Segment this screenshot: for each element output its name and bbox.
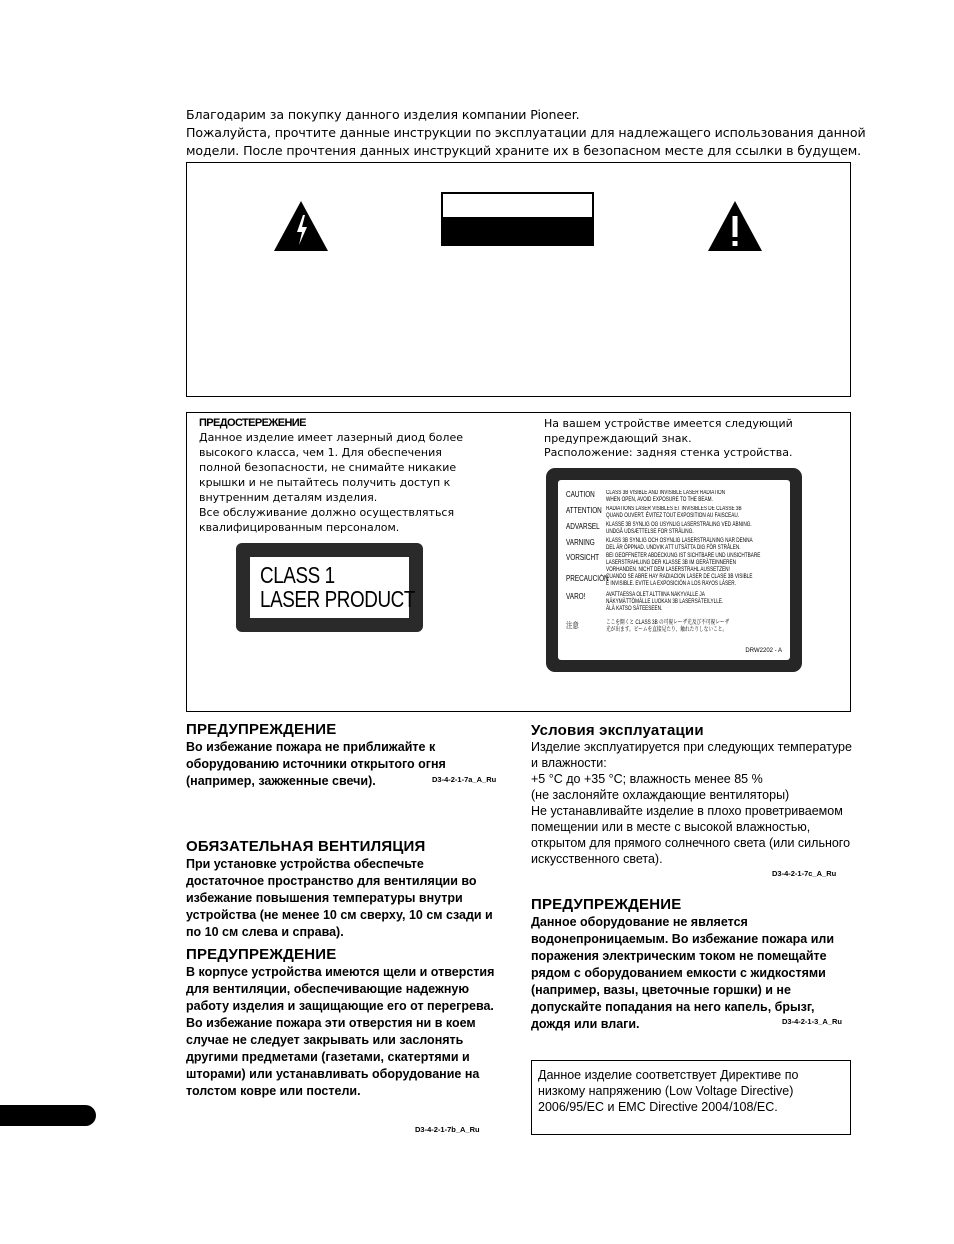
operating-fans: (не заслоняйте охлаждающие вентиляторы) (531, 788, 790, 802)
label-code: DRW2202 - A (745, 648, 782, 654)
ventilation-title: ОБЯЗАТЕЛЬНАЯ ВЕНТИЛЯЦИЯ (186, 838, 426, 855)
laser-warning-title: ПРЕДОСТЕРЕЖЕНИЕ (199, 417, 306, 429)
label-row-value: CUANDO SE ABRE HAY RADIACIÓN LÁSER DE CLASE 3B VISIBLE E INVISIBLE. EVITE LA EXPOSICIÓN A LOS RAYOS LÁSER. (606, 574, 753, 587)
openings-warning-code: D3-4-2-1-7b_A_Ru (415, 1125, 480, 1134)
caution-sign (441, 192, 594, 246)
label-row-key: ATTENTION (566, 506, 602, 515)
intro-line-2: Пожалуйста, прочтите данные инструкции по эксплуатации для надлежащего использования данной модели. После прочтения данных инструкций храните их в безопасном месте для ссылки в будущем. (186, 125, 866, 158)
operating-conditions-code: D3-4-2-1-7c_A_Ru (772, 869, 837, 878)
openings-warning-title: ПРЕДУПРЕЖДЕНИЕ (186, 946, 337, 963)
water-warning-title: ПРЕДУПРЕЖДЕНИЕ (531, 896, 682, 913)
laser-warning-paragraph-2: Все обслуживание должно осуществляться квалифицированным персоналом. (199, 506, 455, 534)
openings-warning-text: В корпусе устройства имеются щели и отверстия для вентиляции, обеспечивающие надежную работу изделия и защищающие его от перегрева. Во избежание пожара эти отверстия ни в коем случае не следует закрывать или заслонять другими предметами (газетами, скатертями и шторами) или устанавливать оборудование на толстом ковре или постели. (186, 965, 495, 1098)
lvd-compliance-box (531, 1060, 851, 1135)
label-row-value: KLASS 3B SYNLIG OCH OSYNLIG LASERSTRÅLNING NÄR DENNA DEL ÄR ÖPPNAD. UNDVIK ATT UTSÄTTA DIG FÖR STRÅLEN. (606, 538, 753, 551)
fire-warning-code: D3-4-2-1-7a_A_Ru (432, 775, 497, 784)
label-info-text (544, 417, 834, 461)
label-row-value: RADIATIONS LASER VISIBLES ET INVISIBLES DE CLASSE 3B QUAND OUVERT. ÉVITEZ TOUT EXPOSITION AU FAISCEAU. (606, 506, 742, 519)
intro-text (186, 106, 866, 160)
label-row-key: VARO! (566, 592, 586, 601)
class1-laser-label (236, 543, 423, 632)
label-row-value: BEI GEÖFFNETER ABDECKUNG IST SICHTBARE UND UNSICHTBARE LASERSTRAHLUNG DER KLASSE 3B IM GERÄTEINNEREN VORHANDEN. NICHT DEM LASERSTRAHL AUSSETZEN! (606, 553, 761, 573)
label-row-value: ここを開くと CLASS 3B の可視レーザ光及び不可視レーザ 光が出ます。ビームを直接見たり、触れたりしないこと。 (606, 620, 730, 633)
label-row-key: CAUTION (566, 490, 595, 499)
operating-conditions-title: Условия эксплуатации (531, 722, 704, 739)
class-label-line-1: CLASS 1 (260, 562, 335, 588)
operating-conditions-text: Изделие эксплуатируется при следующих температуре и влажности: (531, 740, 852, 770)
fire-warning-text: Во избежание пожара не приближайте к оборудованию источники открытого огня (например, зажженные свечи). (186, 740, 446, 788)
operating-temp: +5 °C до +35 °C; влажность менее 85 % (531, 772, 763, 786)
fire-warning-title: ПРЕДУПРЕЖДЕНИЕ (186, 721, 337, 738)
water-warning-text: Данное оборудование не является водонепроницаемым. Во избежание пожара или поражения электрическим током не помещайте рядом с оборудованием емкости с жидкостями (например, вазы, цветочные горшки) и не допускайте попадания на него капель, брызг, дождя или влаги. (531, 915, 835, 1031)
laser-warning-text (199, 430, 469, 535)
operating-conditions-text-2: Не устанавливайте изделие в плохо проветриваемом помещении или в месте с высокой влажностью, открытом для прямого солнечного света (или сильного искусственного света). (531, 804, 851, 866)
intro-line-1: Благодарим за покупку данного изделия компании Pioneer. (186, 107, 580, 122)
label-row-value: CLASS 3B VISIBLE AND INVISIBLE LASER RADIATION WHEN OPEN, AVOID EXPOSURE TO THE BEAM. (606, 490, 726, 503)
label-row-key: ADVARSEL (566, 522, 600, 531)
laser-radiation-label (546, 468, 802, 672)
laser-warning-paragraph-1: Данное изделие имеет лазерный диод более высокого класса, чем 1. Для обеспечения полной безопасности, не снимайте никакие крышки и не пытайтесь получить доступ к внутренним деталям изделия. (199, 431, 463, 504)
label-location: Расположение: задняя стенка устройства. (544, 446, 793, 459)
water-warning-code: D3-4-2-1-3_A_Ru (782, 1017, 843, 1026)
ventilation-text: При установке устройства обеспечьте достаточное пространство для вентиляции во избежание повышения температуры внутри устройства (не менее 10 см сверху, 10 см сзади и по 10 см слева и справа). (186, 857, 493, 939)
label-row-key: PRECAUCIÓN (566, 574, 609, 583)
lvd-compliance-text: Данное изделие соответствует Директиве по низкому напряжению (Low Voltage Directive) 2006/95/EC и EMC Directive 2004/108/EC. (538, 1068, 799, 1114)
water-warning-section (531, 896, 853, 1033)
lightning-triangle-icon (272, 199, 330, 253)
openings-warning-section (186, 946, 506, 1100)
label-row-value: KLASSE 3B SYNLIG OG USYNLIG LASERSTRÅLING VED ÅBNING. UNDGÅ UDSÆTTELSE FOR STRÅLING. (606, 522, 752, 535)
label-info-paragraph: На вашем устройстве имеется следующий предупреждающий знак. (544, 417, 793, 445)
label-row-value: AVATTAESSA OLET ALTTIINA NÄKYVÄLLE JA NÄKYMÄTTÖMÄLLE LUOKAN 3B LASERSÄTEILYLLE. ÄLÄ KATSO SÄTEESEEN. (606, 592, 724, 612)
ventilation-section (186, 838, 504, 941)
label-row-key: VARNING (566, 538, 595, 547)
exclamation-triangle-icon (706, 199, 764, 253)
page-tab-marker (0, 1105, 96, 1126)
class-label-line-2: LASER PRODUCT (260, 586, 416, 612)
label-row-key: VORSICHT (566, 553, 600, 562)
operating-conditions-section (531, 722, 853, 867)
label-row-key: 注意 (566, 621, 579, 630)
